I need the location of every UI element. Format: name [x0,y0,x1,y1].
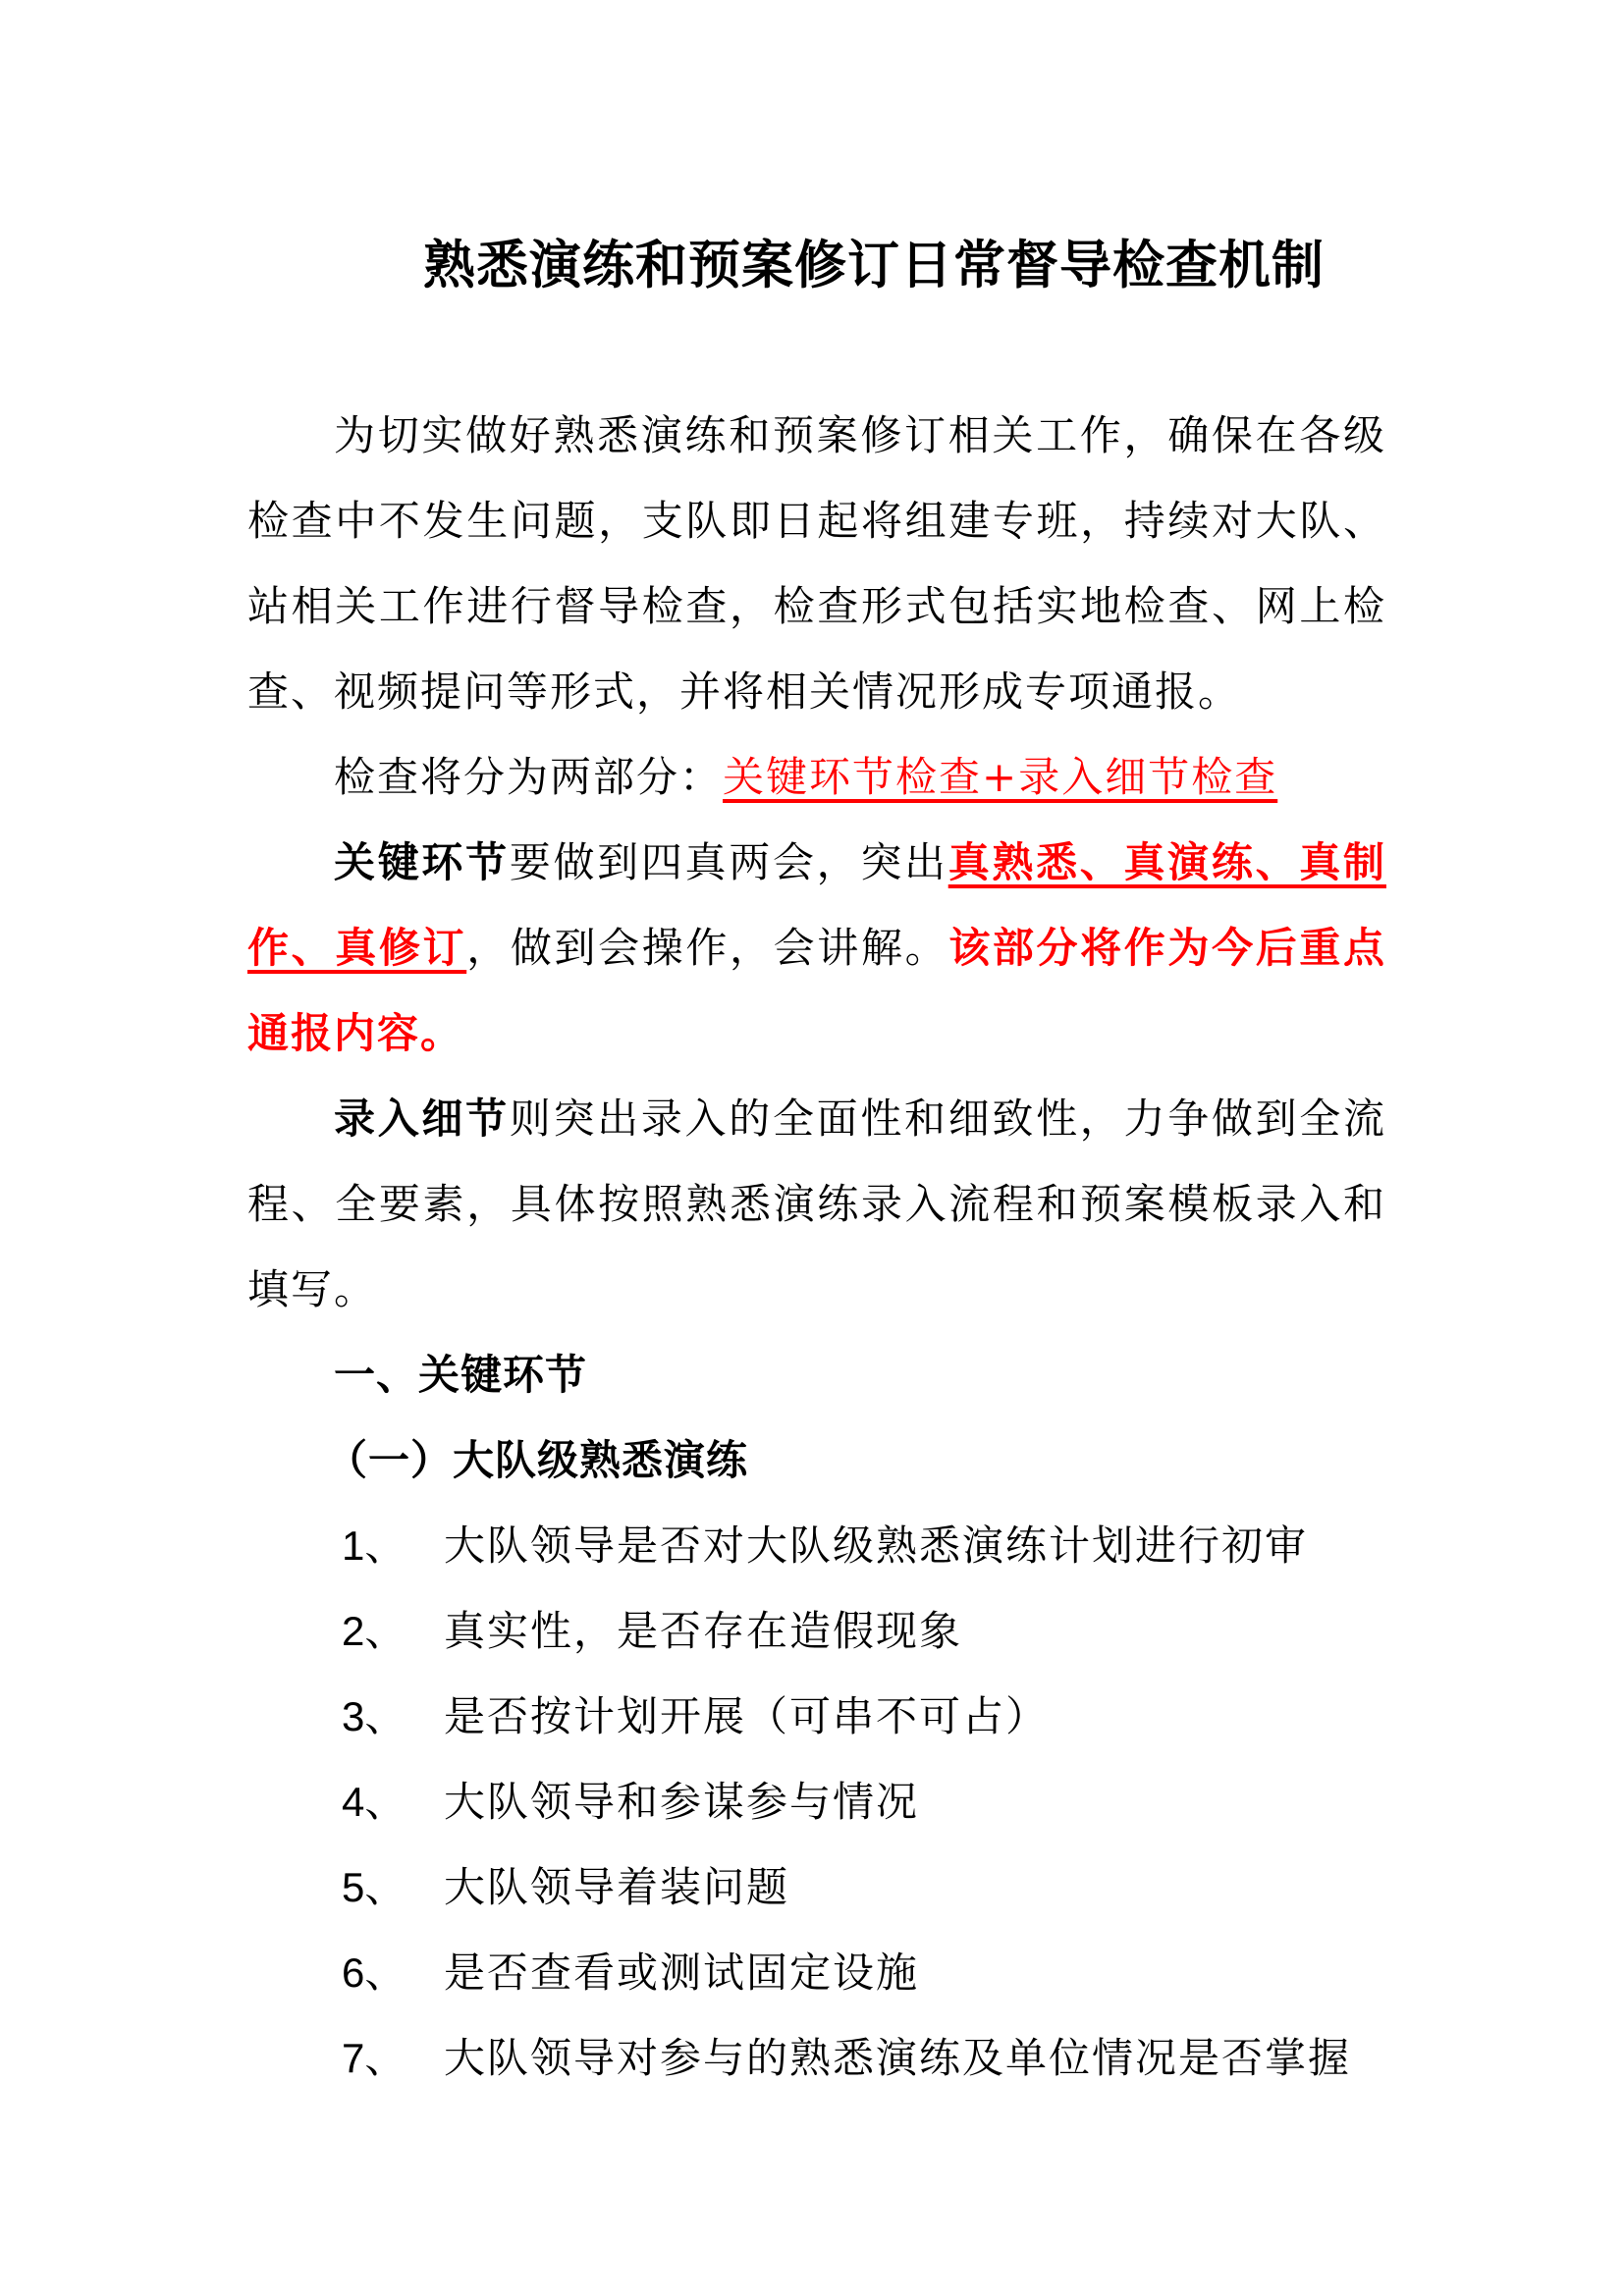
list-item [247,1503,1386,1588]
list-item-number: 2、 [342,1608,406,1654]
list-item-text: 大队领导着装问题 [444,1863,790,1911]
detail-lead: 录入细节 [334,1095,510,1143]
key-stage-red-bold: 该部分将作为今后重点通报内容。 [247,924,1386,1057]
list-item-text: 大队领导是否对大队级熟悉演练计划进行初审 [444,1522,1309,1570]
list-item-text: 是否按计划开展（可串不可占） [444,1692,1050,1740]
list-item [247,1674,1386,1759]
list-item-text: 是否查看或测试固定设施 [444,1949,920,1997]
key-stage-text-1: 要做到四真两会，突出 [509,838,948,886]
parts-paragraph [247,734,1386,820]
parts-prefix: 检查将分为两部分： [334,753,724,801]
document-body [247,393,1386,2101]
checklist [247,1503,1386,2101]
list-item-number: 5、 [342,1864,406,1910]
list-item-text: 大队领导和参谋参与情况 [444,1778,920,1826]
list-item [247,1759,1386,1844]
intro-paragraph: 为切实做好熟悉演练和预案修订相关工作，确保在各级检查中不发生问题，支队即日起将组建专班，持续对大队、站相关工作进行督导检查，检查形式包括实地检查、网上检查、视频提问等形式，并将相关情况形成专项通报。 [247,411,1386,716]
document-title: 熟悉演练和预案修订日常督导检查机制 [423,236,1325,295]
list-item [247,2015,1386,2101]
section-heading-key-stages: 一、关键环节 [334,1351,588,1399]
parts-highlight: 关键环节检查+录入细节检查 [723,753,1278,801]
key-stage-text-2: ，做到会操作，会讲解。 [466,924,949,972]
list-item [247,1588,1386,1674]
key-stage-lead: 关键环节 [334,838,510,886]
list-item-text: 大队领导对参与的熟悉演练及单位情况是否掌握 [444,2034,1352,2082]
list-item-number: 1、 [342,1522,406,1569]
list-item-number: 6、 [342,1949,406,1996]
list-item [247,1844,1386,1930]
list-item-number: 4、 [342,1779,406,1825]
key-stage-paragraph [247,820,1386,1076]
list-item-text: 真实性，是否存在造假现象 [444,1607,963,1655]
list-item-number: 7、 [342,2035,406,2081]
subsection-heading-brigade-drill: （一）大队级熟悉演练 [326,1436,749,1484]
list-item-number: 3、 [342,1693,406,1739]
detail-text: 则突出录入的全面性和细致性，力争做到全流程、全要素，具体按照熟悉演练录入流程和预案模板录入和填写。 [247,1095,1386,1313]
detail-paragraph [247,1076,1386,1332]
list-item [247,1930,1386,2015]
key-stage-red-underlined: 真熟悉、真演练、真制作、真修订 [247,838,1386,972]
